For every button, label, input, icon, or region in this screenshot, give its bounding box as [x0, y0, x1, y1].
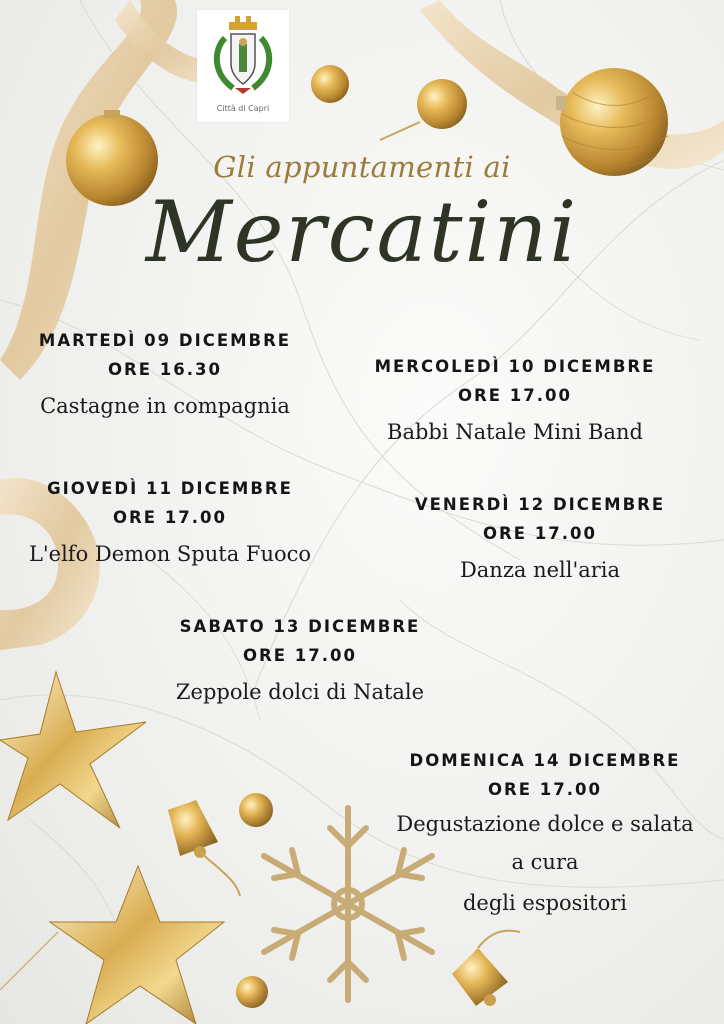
event-date: MERCOLEDÌ 10 DICEMBRE: [374, 357, 656, 376]
event-date: GIOVEDÌ 11 DICEMBRE: [47, 479, 293, 498]
city-logo-caption: Città di Capri: [216, 104, 270, 113]
event-title: Zeppole dolci di Natale: [175, 680, 425, 704]
event-date: VENERDÌ 12 DICEMBRE: [414, 495, 666, 514]
event-tuesday: [20, 326, 310, 424]
event-date: DOMENICA 14 DICEMBRE: [409, 751, 681, 770]
bell-icon: [168, 800, 240, 896]
event-time: ORE 17.00: [458, 386, 572, 405]
event-time: ORE 17.00: [113, 508, 227, 527]
gold-star-icon: [50, 866, 224, 1024]
event-time: ORE 16.30: [108, 360, 222, 379]
event-title: Babbi Natale Mini Band: [387, 420, 643, 444]
event-time: ORE 17.00: [488, 780, 602, 799]
gold-ornament-icon: [236, 976, 268, 1008]
page-title: Mercatini: [145, 183, 579, 281]
city-logo: [197, 10, 289, 122]
gold-star-icon: [0, 672, 146, 828]
event-time: ORE 17.00: [243, 646, 357, 665]
event-date: MARTEDÌ 09 DICEMBRE: [38, 331, 292, 350]
event-title: Castagne in compagnia: [40, 394, 290, 418]
christmas-decorations: [0, 660, 724, 1024]
bell-icon: [452, 931, 520, 1006]
event-title: Degustazione dolce e salata: [396, 812, 694, 836]
gold-ornament-icon: [239, 793, 273, 827]
event-date: SABATO 13 DICEMBRE: [179, 617, 421, 636]
event-wednesday: [362, 352, 668, 450]
snowflake-icon: [264, 808, 432, 1000]
event-time: ORE 17.00: [483, 524, 597, 543]
capri-coat-of-arms-icon: [201, 14, 285, 102]
event-subtitle-line: degli espositori: [462, 891, 628, 915]
event-title: L'elfo Demon Sputa Fuoco: [28, 542, 312, 566]
page-subtitle: Gli appuntamenti ai: [213, 150, 511, 184]
event-friday: [390, 490, 690, 588]
event-thursday: [10, 474, 330, 572]
event-subtitle-line: a cura: [511, 850, 579, 874]
event-title: Danza nell'aria: [459, 558, 621, 582]
